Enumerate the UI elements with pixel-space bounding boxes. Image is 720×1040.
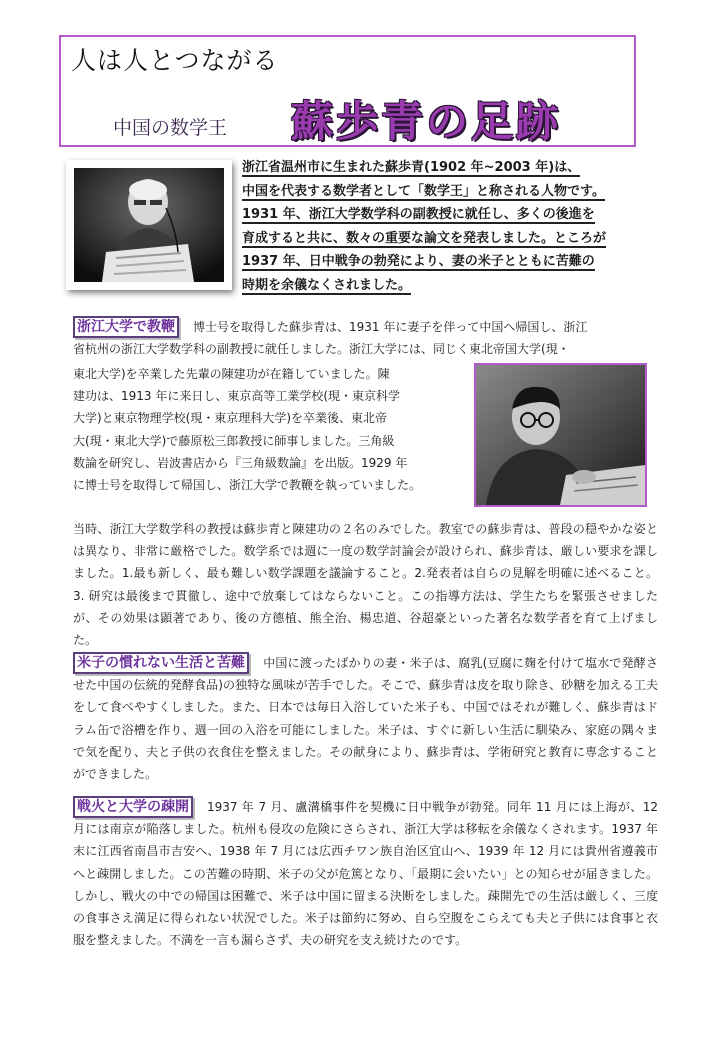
- elderly-man-reading-image: [66, 160, 232, 290]
- page-title: 蘇歩青の足跡: [291, 97, 562, 146]
- section3-text: 1937 年 7 月、盧溝橋事件を契機に日中戦争が勃発。同年 11 月には上海が、12 月には南京が陥落しました。杭州も侵攻の危険にさらされ、浙江大学は移転を余儀なくされます。1937 年末に江西省南昌市吉安へ、1938 年 7 月には広西チワン族自治区宜山へ、1939 年 12 月には貴州省遵義市へと疎開しました。この苦難の時期、米子の父が危篤となり、「最期に会いたい」との知らせが届きました。しかし、戦火の中での帰国は困難で、米子は中国に留まる決断をしました。疎開先での生活は厳しく、三度の食事さえ満足に得られない状況でした。米子は節約に努め、自ら空腹をこらえても夫と子供には食事と衣服を整えました。不満を一言も漏らさず、夫の研究を支え続けたのです。: [73, 800, 658, 948]
- man-writing-image: [476, 365, 645, 505]
- section1-rest: 当時、浙江大学数学科の教授は蘇歩青と陳建功の２名のみでした。教室での蘇歩青は、普段の穏やかな姿とは異なり、非常に厳格でした。数学系では週に一度の数学討論会が設けられ、蘇歩青は、厳しい要求を課しました。1.最も新しく、最も難しい数学課題を議論すること。2.発表者は自らの見解を明確に述べること。3. 研究は最後まで貫徹し、途中で放棄してはならないこと。この指導方法は、学生たちを緊張させましたが、その効果は顕著であり、後の方德植、熊全治、楊忠道、谷超豪といった著名な数学者を育て上げました。: [73, 522, 658, 648]
- portrait-old-photo: [66, 160, 232, 290]
- wrap-line: に博士号を取得して帰国し、浙江大学で教鞭を執っていました。: [73, 478, 422, 493]
- section1-line1: 博士号を取得した蘇歩青は、1931 年に妻子を伴って中国へ帰国し、浙江: [193, 320, 588, 334]
- wrap-line: 大学)と東京物理学校(現・東京理科大学)を卒業後、東北帝: [73, 411, 388, 426]
- subtitle: 中国の数学王: [113, 117, 228, 139]
- wrap-line: 建功は、1913 年に来日し、東京高等工業学校(現・東京科学: [73, 389, 401, 404]
- intro-line: 浙江省温州市に生まれた蘇歩青(1902 年~2003 年)は、: [242, 160, 581, 175]
- intro-line: 1937 年、日中戦争の勃発により、妻の米子とともに苦難の: [242, 254, 595, 269]
- section3: [73, 796, 658, 951]
- wrap-line: 東北大学)を卒業した先輩の陳建功が在籍していました。陳: [73, 367, 390, 381]
- wrap-line: 数論を研究し、岩波書店から『三角級数論』を出版。1929 年: [73, 455, 408, 470]
- section1-line2: 省杭州の浙江大学数学科の副教授に就任しました。浙江大学には、同じく東北帝国大学(現・: [73, 342, 570, 357]
- section1-wrap: [73, 363, 471, 496]
- title-box: [59, 35, 636, 147]
- intro-line: 時期を余儀なくされました。: [242, 277, 412, 293]
- supertitle: 人は人とつながる: [71, 46, 279, 75]
- intro-line: 中国を代表する数学者として「数学王」と称される人物です。: [242, 183, 605, 199]
- section2: [73, 652, 658, 785]
- section2-text: 中国に渡ったばかりの妻・米子は、腐乳(豆腐に麹を付けて塩水で発酵させた中国の伝統的発酵食品)の独特な風味が苦手でした。そこで、蘇歩青は皮を取り除き、砂糖を加える工夫をして食べやすくしました。また、日本では毎日入浴していた米子も、中国ではそれが難しく、蘇歩青はドラム缶で浴槽を作り、週一回の入浴を可能にしました。米子は、すぐに新しい生活に馴染み、家庭の隅々まで気を配り、夫と子供の衣食住を整えました。その献身により、蘇歩青は、学術研究と教育に専念することができました。: [73, 656, 658, 782]
- section1-heading: 浙江大学で教鞭: [73, 316, 179, 338]
- intro-line: 育成すると共に、数々の重要な論文を発表しました。ところが: [242, 230, 607, 246]
- section3-heading: 戦火と大学の疎開: [73, 796, 193, 818]
- wrap-line: 大(現・東北大学)で藤原松三郎教授に師事しました。三角級: [73, 433, 395, 448]
- section1-top: [73, 316, 658, 360]
- intro-line: 1931 年、浙江大学数学科の副教授に就任し、多くの後進を: [242, 207, 595, 222]
- section2-heading: 米子の慣れない生活と苦難: [73, 652, 249, 674]
- intro-text: [242, 156, 642, 297]
- portrait-young-photo: [474, 363, 647, 507]
